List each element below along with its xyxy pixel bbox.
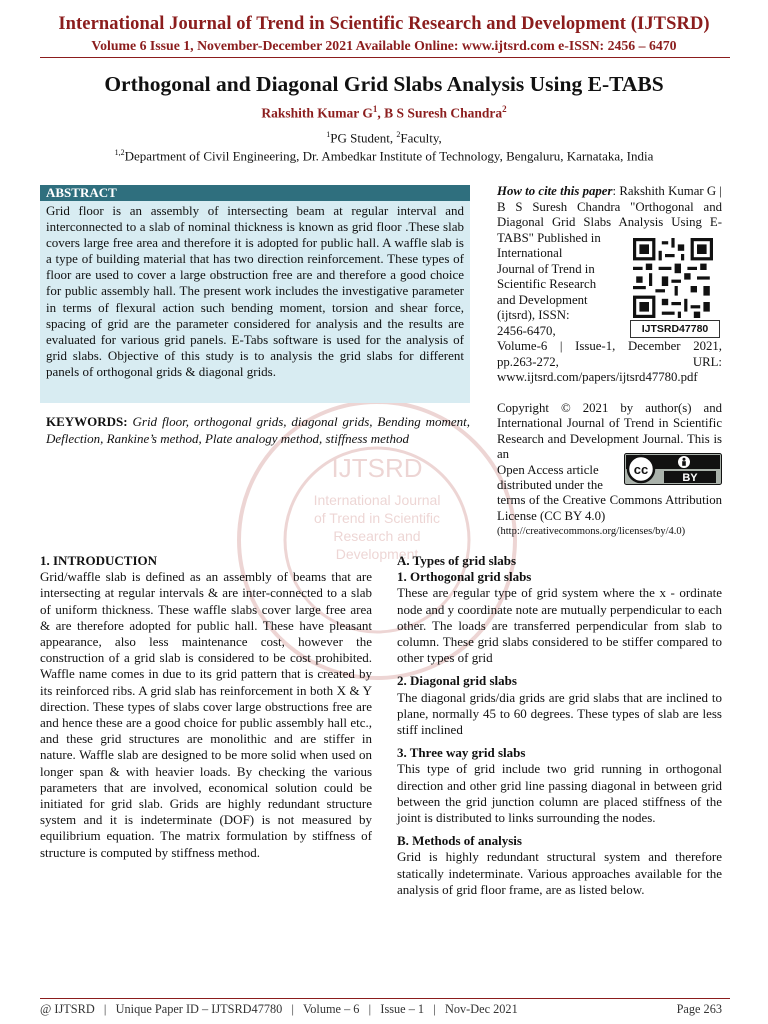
keywords-text: Grid floor, orthogonal grids, diagonal grids, Bending moment, Deflection, Rankine’s method, Plate analogy method, stiffness method: [46, 414, 470, 446]
footer-divider: [40, 998, 730, 999]
citation-side-line: Journal of Trend in: [497, 261, 595, 276]
author-1-sup: 1: [372, 104, 378, 114]
copyright-side-lines: [497, 463, 617, 494]
paper-title: Orthogonal and Diagonal Grid Slabs Analysis Using E-TABS: [104, 72, 664, 96]
header-divider: [40, 57, 730, 58]
journal-title: International Journal of Trend in Scientific Research and Development (IJTSRD): [58, 14, 710, 34]
citation-side-line: 2456-6470,: [497, 323, 556, 338]
aff-dept-sup: 1,2: [114, 148, 125, 157]
copyright-side-line: distributed under the: [497, 478, 603, 493]
footer-info: @ IJTSRD | Unique Paper ID – IJTSRD47780 | Volume – 6 | Issue – 1 | Nov-Dec 2021: [40, 1002, 518, 1016]
citation-side-line: and Development: [497, 292, 588, 307]
subsection-2-heading: 2. Diagonal grid slabs: [397, 673, 517, 689]
copyright-text-bottom: terms of the Creative Commons Attribution License (CC BY 4.0): [497, 493, 722, 523]
citation-side-line: (ijtsrd), ISSN:: [497, 308, 570, 322]
introduction-section: [40, 553, 372, 861]
qr-code-label: IJTSRD47780: [630, 320, 720, 338]
aff-role-1: PG Student,: [330, 130, 397, 146]
page-footer: [40, 1002, 730, 1017]
aff-role-2: Faculty,: [400, 130, 442, 146]
keywords: [46, 414, 470, 447]
abstract-text: Grid floor is an assembly of intersecting beam at regular interval and interconnected to a slab of nominal thickness is known as grid floor .These slab covers large free area and therefore it is adopted for public hall. A waffle slab is a type of building material that has two direction reinforcement. These types of floor are used to cover a large obstruction free are and therefore a good choice for public assembly hall. The present work includes the investigative parameter in terms of flexural action such bending moment, torsion and shear force, spacing of grid are the parameter considered for analysis and the results are evaluated for various grid panels. E-Tabs software is used for the analysis of grid slabs. Objective of this study is to analysis the grid slabs for different panels of orthogonal grids & diagonal grids.: [46, 203, 464, 379]
subsection-1-heading: 1. Orthogonal grid slabs: [397, 569, 532, 585]
watermark-line-4: Development: [335, 546, 419, 562]
abstract-heading: ABSTRACT: [40, 185, 470, 201]
citation-text-top: Rakshith Kumar G | B S Suresh Chandra "Orthogonal and Diagonal Grid Slabs Analysis Using E-TABS" Published in: [497, 184, 722, 245]
section-b-heading: B. Methods of analysis: [397, 833, 522, 849]
qr-code-icon: [633, 238, 713, 318]
page-number: Page 263: [676, 1002, 722, 1016]
watermark-title: IJTSRD: [331, 453, 423, 483]
author-separator: ,: [377, 105, 385, 121]
author-1: Rakshith Kumar G: [261, 105, 373, 121]
watermark-line-3: Research and: [333, 528, 421, 544]
cc-by-license-icon: [624, 453, 722, 485]
citation-side-lines: [497, 246, 622, 339]
subsection-3-heading: 3. Three way grid slabs: [397, 745, 526, 761]
aff-sup-1: 1: [326, 130, 331, 139]
license-url: (http://creativecommons.org/licenses/by/4.0): [497, 526, 686, 538]
aff-sup-2: 2: [396, 130, 401, 139]
author-2-sup: 2: [502, 104, 507, 114]
watermark-line-1: International Journal: [313, 492, 441, 508]
qr-code-block: [626, 236, 722, 340]
introduction-heading: 1. INTRODUCTION: [40, 553, 158, 568]
copyright-text-top: Copyright © 2021 by author(s) and International Journal of Trend in Scientific Research and Development Journal. This is an: [497, 401, 722, 462]
watermark-line-2: of Trend in Scientific: [313, 510, 441, 526]
subsection-1-text: These are regular type of grid system where the x - ordinate node and y coordinate note are mutually perpendicular to each other. The loads are transferred perpendicular from slab to column. These grid slabs considered to be stiffer compared to other types of grid: [397, 585, 722, 666]
author-2: B S Suresh Chandra: [384, 105, 503, 121]
copyright-side-line: Open Access article: [497, 462, 599, 477]
cc-badge-label: cc: [633, 462, 649, 477]
citation-side-line: International: [497, 246, 563, 260]
introduction-text: Grid/waffle slab is defined as an assembly of beams that are intersecting at regular intervals & are inter-connected to a slab of uniform thickness. These waffle slabs cover large free area & are therefore adopted for public hall. These have pleasant appearance, also less maintenance cost, however the construction of a grid slab is considered to be cost prohibited. Waffle name comes in due to its grid pattern that is created by its reinforced ribs. A grid slab has reinforcement in both X & Y direction. These types of slabs cover large obstructions free are and hence these are a good choice for public assembly hall etc., and these grid structures are monolithic and are stiffer in nature. Waffle slab are designed to be more solid when used on longer span & with heavier loads. By checking the various parameters that are involved, economical solution could be initiated for grid slab. Grids are highly redundant structure system and it is indeterminate (DOF) is not measured by equilibrium equation. The matrix formulation by stiffness of structure is computed by stiffness method.: [40, 569, 372, 860]
citation-text-bottom: Volume-6 | Issue-1, December 2021, pp.263-272, URL: www.ijtsrd.com/papers/ijtsrd47780.pdf: [497, 339, 722, 384]
citation-side-line: Scientific Research: [497, 277, 597, 291]
by-badge-label: BY: [682, 472, 698, 484]
section-a-heading: A. Types of grid slabs: [397, 553, 517, 568]
aff-dept-text: Department of Civil Engineering, Dr. Ambedkar Institute of Technology, Bengaluru, Karnataka, India: [124, 148, 654, 164]
affiliation-department: [0, 148, 768, 164]
journal-issue-line: Volume 6 Issue 1, November-December 2021 Available Online: www.ijtsrd.com e-ISSN: 2456 – 6470: [91, 38, 677, 53]
subsection-2-text: The diagonal grids/dia grids are grid slabs that are inclined to plane, normally 45 to 60 degrees. These types of slab are less stiff inclined: [397, 689, 722, 738]
citation-label: How to cite this paper: [497, 184, 613, 198]
keywords-label: KEYWORDS:: [46, 414, 128, 429]
grid-slab-types-section: [397, 553, 722, 898]
authors: [0, 104, 768, 122]
subsection-3-text: This type of grid include two grid running in orthogonal direction and other grid line passing diagonal in between grid between the grid junction column are placed stiffness of the joint is distributed to links surrounding the nodes.: [397, 761, 722, 826]
affiliation-roles: [0, 130, 768, 146]
section-b-text: Grid is highly redundant structural system and therefore statically indeterminate. Various approaches available for the analysis of grid floor frame, are as listed below.: [397, 849, 722, 897]
citation-colon: :: [612, 184, 620, 198]
